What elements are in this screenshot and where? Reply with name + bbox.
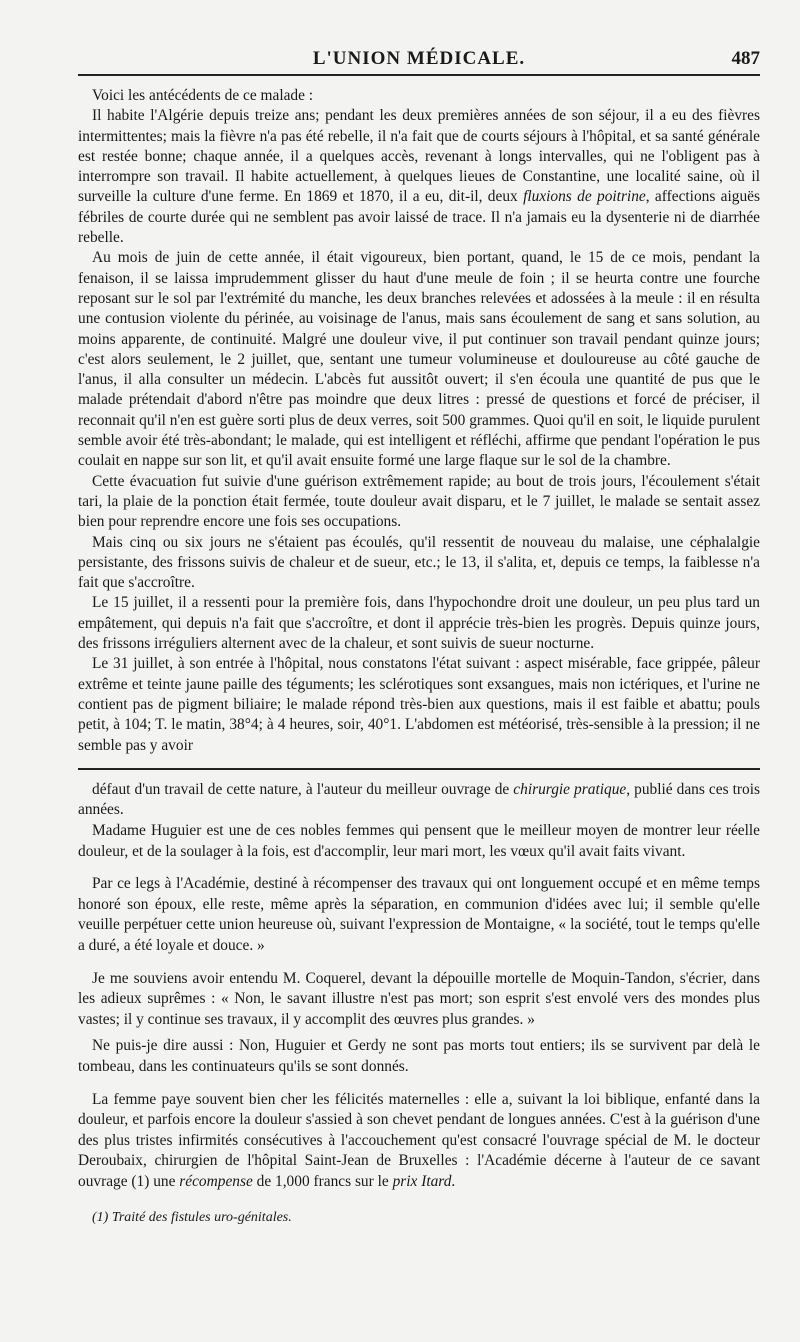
paragraph bbox=[78, 780, 760, 821]
paragraph bbox=[78, 1090, 760, 1193]
paragraph: Madame Huguier est une de ces nobles femmes qui pensent que le meilleur moyen de montrer leur réelle douleur, et de la soulager à la fois, est d'accomplir, leur mari mort, les vœux qu'il avait faits vivant. bbox=[78, 821, 760, 860]
paragraph: Mais cinq ou six jours ne s'étaient pas écoulés, qu'il ressentit de nouveau du malaise, une céphalalgie persistante, des frissons suivis de chaleur et de sueur, etc.; le 13, il s'alita, et, depuis ce temps, la faiblesse n'a fait que s'accroître. bbox=[78, 533, 760, 592]
text-run: La femme paye souvent bien cher les félicités maternelles : elle a, suivant la loi biblique, enfanté dans la douleur, et parfois encore la douleur s'assied à son chevet pendant de longues années. C'est à la guérison d'une des plus tristes infirmités consécutives à l'accouchement qu'est consacré l'ouvrage spécial de M. le docteur Deroubaix, chirurgien de l'hôpital Saint-Jean de Bruxelles : l'Académie décerne à l'auteur de ce savant ouvrage (1) une bbox=[78, 1090, 760, 1190]
text-run: , affections aiguës fébriles de courte durée qui ne semblent pas avoir laissé de trace. Il n'a jamais eu la dysenterie ni de diarrhée rebelle. bbox=[78, 188, 760, 247]
text-run: Il habite l'Algérie depuis treize ans; pendant les deux premières années de son séjour, il a eu des fièvres intermittentes; mais la fièvre n'a pas été rebelle, il n'a fait que de courts séjours à l'hôpital, et sa santé générale est restée bonne; chaque année, il a quelques accès, revenant à longs intervalles, qui ne l'obligent pas à interrompre son travail. Il habite actuellement, à quelques lieues de Constantine, une localité saine, où il surveille la culture d'une ferme. En 1869 et 1870, il a eu, dit-il, deux bbox=[78, 107, 760, 206]
text-run: , publié dans ces trois années. bbox=[78, 780, 760, 819]
paragraph: Au mois de juin de cette année, il était vigoureux, bien portant, quand, le 15 de ce mois, pendant la fenaison, il se laissa imprudemment glisser du haut d'une meule de foin ; il se heurta contre une fourche reposant sur le sol par l'extrémité du manche, les deux branches relevées et adossées à la meule : il en résulta une contusion violente du périnée, au voisinage de l'anus, mais sans écoulement de sang et sans solution, au moins apparente, de continuité. Malgré une douleur vive, il put continuer son travail pendant quinze jours; c'est alors seulement, le 2 juillet, que, sentant une tumeur volumineuse et douloureuse au côté gauche de l'anus, il alla consulter un médecin. L'abcès fut aussitôt ouvert; il s'en écoula une quantité de pus que le malade prétendait d'abord n'être pas moindre que deux litres : pressé de questions et forcé de préciser, il reconnait qu'il n'en est guère sorti plus de deux verres, soit 500 grammes. Quoi qu'il en soit, le liquide purulent semble avoir été très-abondant; le malade, qui est intelligent et réfléchi, affirme que pendant l'opération le pus coulait en nappe sur son lit, et qu'il avait ensuite formé une large flaque sur le sol de la chambre. bbox=[78, 249, 760, 470]
feuilleton bbox=[78, 780, 760, 1229]
italic-text: récompense bbox=[179, 1172, 253, 1190]
section-divider bbox=[78, 768, 760, 770]
page-number: 487 bbox=[731, 48, 760, 69]
paragraph: Par ce legs à l'Académie, destiné à récompenser des travaux qui ont longuement occupé et en même temps honoré son époux, elle reste, même après la séparation, en communion d'idées avec lui; il semble qu'elle veuille perpétuer cette union heureuse où, suivant l'expression de Montaigne, « la société, tout le temps qu'elle a duré, a été loyale et douce. » bbox=[78, 875, 760, 954]
paragraph: Le 31 juillet, à son entrée à l'hôpital, nous constatons l'état suivant : aspect misérable, face grippée, pâleur extrême et teinte jaune paille des téguments; les sclérotiques sont exsangues, mais non ictériques, et l'urine ne contient pas de pigment biliaire; le malade répond très-bien aux questions, mais il est faible et abattu; pouls petit, à 104; T. le matin, 38°4; à 4 heures, soir, 40°1. L'abdomen est météorisé, très-sensible à la pression; il ne semble pas y avoir bbox=[78, 655, 760, 754]
italic-text: chirurgie pratique bbox=[513, 780, 627, 798]
text-run: . bbox=[451, 1172, 456, 1190]
page-header bbox=[78, 44, 760, 76]
footnote: (1) Traité des fistules uro-génitales. bbox=[92, 1210, 292, 1226]
paragraph: Ne puis-je dire aussi : Non, Huguier et Gerdy ne sont pas morts tout entiers; ils se survivent par delà le tombeau, dans les continuateurs qu'ils se sont donnés. bbox=[78, 1037, 760, 1075]
italic-text: prix Itard bbox=[392, 1172, 452, 1190]
text-run: de 1,000 francs sur le bbox=[252, 1172, 393, 1190]
text-run: défaut d'un travail de cette nature, à l'auteur du meilleur ouvrage de bbox=[92, 780, 514, 798]
paragraph: Cette évacuation fut suivie d'une guérison extrêmement rapide; au bout de trois jours, l'écoulement s'était tari, la plaie de la ponction était fermée, toute douleur avait disparu, et le 7 juillet, le malade se sentait assez bien pour reprendre encore une fois ses occupations. bbox=[78, 472, 760, 531]
paragraph: Je me souviens avoir entendu M. Coquerel, devant la dépouille mortelle de Moquin-Tandon, s'écrier, dans les adieux suprêmes : « Non, le savant illustre n'est pas mort; son esprit s'est envolé vers des mondes plus vastes; il y continue ses travaux, il y accomplit des œuvres plus grandes. » bbox=[78, 969, 760, 1028]
article-body bbox=[78, 86, 760, 756]
paragraph: Le 15 juillet, il a ressenti pour la première fois, dans l'hypochondre droit une douleur, un peu plus tard un empâtement, qui depuis n'a fait que s'accroître, et dont il apprécie très-bien les progrès. Depuis quinze jours, des frissons irréguliers alternent avec de la chaleur, et sont suivis de sueur nocturne. bbox=[78, 594, 760, 653]
paragraph bbox=[78, 106, 760, 248]
running-title: L'UNION MÉDICALE. bbox=[312, 48, 526, 69]
italic-text: fluxions de poitrine bbox=[523, 188, 646, 206]
paragraph: Voici les antécédents de ce malade : bbox=[92, 87, 314, 104]
